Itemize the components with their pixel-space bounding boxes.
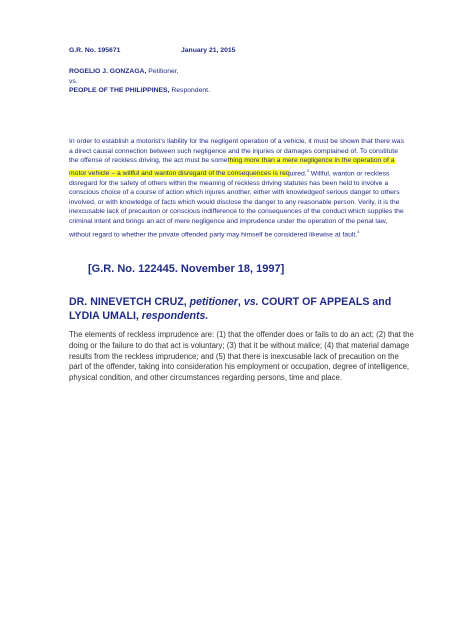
title2-respondents: respondents. <box>141 309 209 322</box>
body1-pre: In order to establish a motorist’s liability for the negligent operation of a vehicle, it must be shown that there was a direct causal connection between such negligence and the injuries or damages complained of. To constitute the offense of reckless driving, the act must be some <box>69 138 404 165</box>
footnote-ref-4[interactable]: 4 <box>357 228 360 234</box>
case-number: G.R. No. 195671 <box>69 47 121 54</box>
body1-rest: Willful, wanton or reckless disregard for the safety of others within the meaning of reckless driving statutes has been held to involve a conscious choice of a course of action which injures another, either with knowledgeof serious danger to others involved, or with knowledge of facts which would disclose the danger to any reasonable person. Verily, it is the inexcusable lack of precaution or conscious indifference to the consequences of the conduct which supplies the criminal intent and brings an act of mere negligence and imprudence under the operation of the penal law, without regard to whether the private offended party may himself be considered likewise at fault. <box>69 170 404 238</box>
body-paragraph-1 <box>69 137 409 239</box>
title2-vs: vs. <box>243 296 259 308</box>
case-number-header <box>69 46 236 56</box>
case-date: January 21, 2015 <box>181 47 236 54</box>
respondent-line <box>69 86 210 96</box>
petitioner-line <box>69 67 210 77</box>
title2-part1: DR. NINEVETCH CRUZ, <box>69 296 190 308</box>
petitioner-role: Petitioner, <box>146 68 179 75</box>
title2-comma: , <box>237 296 244 308</box>
footnote-ref-3[interactable]: 3 <box>306 167 309 173</box>
body1-post: uired. <box>289 170 307 178</box>
title2-part5: COURT OF APPEALS and LYDIA UMALI, <box>69 296 392 322</box>
title2-petitioner: petitioner <box>189 296 238 308</box>
body-paragraph-2: The elements of reckless imprudence are: (1) that the offender does or fails to do an act; (2) that the doing or the failure to do that act is voluntary; (3) that it be without malice; (4) that material damage results from the reckless imprudence; and (5) that there is inexcusable lack of precaution on the part of the offender, taking into consideration his employment or occupation, degree of intelligence, physical condition, and other circumstances regarding persons, time and place. <box>69 330 414 383</box>
case-heading-2: [G.R. No. 122445. November 18, 1997] <box>88 263 285 275</box>
respondent-role: Respondent. <box>169 87 210 95</box>
case-title-2 <box>69 296 419 323</box>
versus-line: vs. <box>69 77 78 85</box>
respondent-name: PEOPLE OF THE PHILIPPINES, <box>69 87 170 95</box>
petitioner-name: ROGELIO J. GONZAGA, <box>69 68 147 75</box>
highlighted-text: thing more than a mere negligence in the operation of a motor vehicle – a willful and wanton disregard of the consequences is req <box>69 157 395 178</box>
case-parties <box>69 67 210 96</box>
